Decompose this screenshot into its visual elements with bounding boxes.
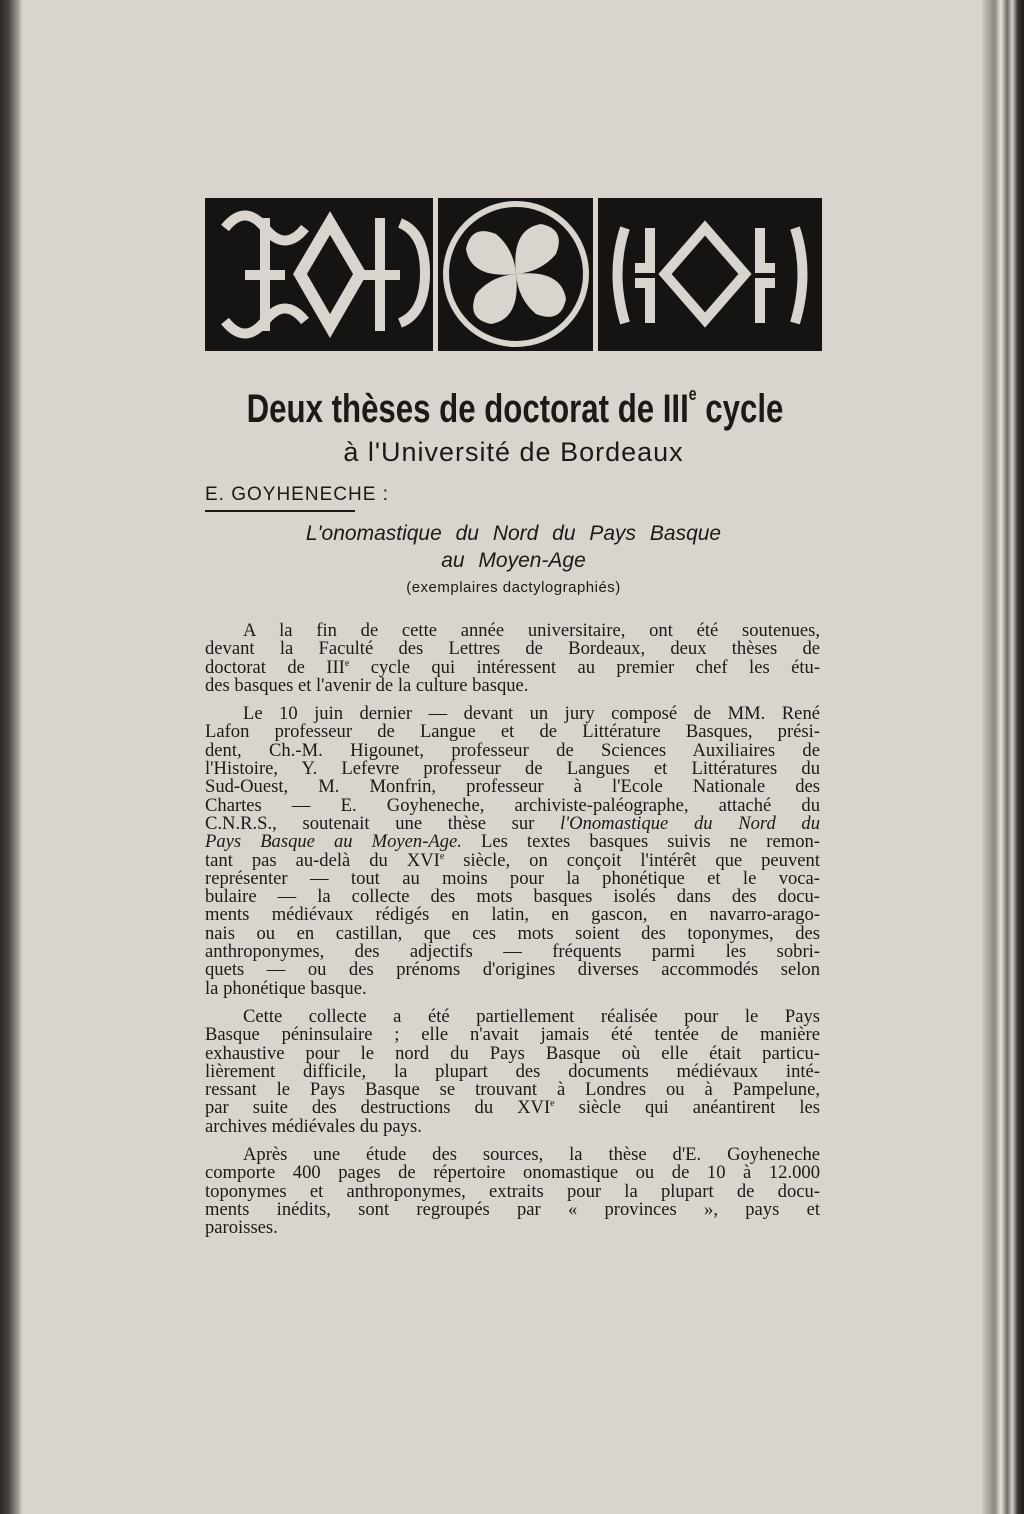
text-segment: anthroponymes, des adjectifs — fréquents parmi les sobri- xyxy=(205,941,820,963)
text-segment: Cette collecte a été partiellement réalisée pour le Pays xyxy=(243,1005,820,1027)
title-superscript: e xyxy=(688,384,697,404)
paragraph xyxy=(205,1146,820,1237)
thesis-title-line-1: L'onomastique du Nord du Pays Basque xyxy=(305,522,722,545)
text-segment: représenter — tout au moins pour la phonétique et le voca- xyxy=(205,867,820,889)
text-line xyxy=(205,977,820,999)
text-segment: tant pas au-delà du XVI xyxy=(205,849,440,871)
text-segment: ments inédits, sont regroupés par « provinces », pays et xyxy=(205,1198,820,1220)
text-segment: siècle, on conçoit l'intérêt que peuvent xyxy=(444,849,820,871)
book-gutter-shadow xyxy=(0,0,22,1514)
text-segment: cycle qui intéressent au premier chef les étu- xyxy=(349,656,821,678)
text-segment: exhaustive pour le nord du Pays Basque où elle était particu- xyxy=(205,1042,820,1064)
text-line xyxy=(205,1115,820,1137)
basque-ornament-banner xyxy=(205,198,822,351)
text-segment: lièrement difficile, la plupart des documents médiévaux inté- xyxy=(205,1060,820,1082)
text-segment: Le 10 juin dernier — devant un jury composé de MM. René xyxy=(243,703,820,725)
text-line xyxy=(205,1198,820,1220)
text-segment: Les textes basques suivis ne remon- xyxy=(461,831,820,853)
text-segment: siècle qui anéantirent les xyxy=(554,1097,820,1119)
text-segment: toponymes et anthroponymes, extraits pour la plupart de docu- xyxy=(205,1180,820,1202)
author-name: E. GOYHENECHE : xyxy=(205,484,355,512)
paragraph xyxy=(205,1005,820,1137)
text-segment: par suite des destructions du XVI xyxy=(205,1097,551,1119)
paragraph xyxy=(205,705,820,998)
article-title xyxy=(230,384,799,432)
text-segment: ments médiévaux rédigés en latin, en gascon, en navarro-arago- xyxy=(205,904,820,926)
text-segment: des basques et l'avenir de la culture basque. xyxy=(205,674,529,696)
text-segment: doctorat de III xyxy=(205,656,345,678)
superscript: e xyxy=(344,657,350,669)
text-line xyxy=(205,1219,820,1237)
paragraph xyxy=(205,622,820,695)
title-text-end: cycle xyxy=(696,387,784,431)
text-segment: paroisses. xyxy=(205,1217,278,1239)
text-segment: quets — ou des prénoms d'origines diverses accommodés selon xyxy=(205,959,820,981)
text-segment: l'Histoire, Y. Lefevre professeur de Langues et Littératures du xyxy=(205,758,820,780)
text-segment: ressant le Pays Basque se trouvant à Londres ou à Pampelune, xyxy=(205,1079,820,1101)
text-line xyxy=(205,674,820,696)
text-segment: la phonétique basque. xyxy=(205,977,367,999)
text-segment: Après une étude des sources, la thèse d'E. Goyheneche xyxy=(243,1144,820,1166)
thesis-note: (exemplaires dactylographiés) xyxy=(406,579,621,596)
italic-text: l'Onomastique du Nord du xyxy=(560,812,820,834)
text-segment: dent, Ch.-M. Higounet, professeur de Sciences Auxiliaires de xyxy=(205,739,820,761)
article-body xyxy=(205,622,820,1248)
title-text: Deux thèses de doctorat de III xyxy=(246,387,689,431)
text-segment: archives médiévales du pays. xyxy=(205,1115,422,1137)
text-segment: C.N.R.S., soutenait une thèse sur xyxy=(205,812,560,834)
thesis-title-line-2: au Moyen-Age xyxy=(441,549,586,572)
superscript: e xyxy=(439,850,445,862)
superscript: e xyxy=(550,1098,555,1110)
text-segment: devant la Faculté des Lettres de Bordeaux, deux thèses de xyxy=(205,638,820,660)
text-segment: Chartes — E. Goyheneche, archiviste-paléographe, attaché du xyxy=(205,794,820,816)
text-segment: bulaire — la collecte des mots basques isolés dans des docu- xyxy=(205,886,820,908)
text-segment: nais ou en castillan, que ces mots soient des toponymes, des xyxy=(205,922,820,944)
article-subtitle: à l'Université de Bordeaux xyxy=(343,437,684,467)
text-segment: comporte 400 pages de répertoire onomastique ou de 10 à 12.000 xyxy=(205,1162,820,1184)
italic-text: Pays Basque au Moyen-Age. xyxy=(205,831,462,853)
page-edges xyxy=(982,0,1024,1514)
text-segment: Sud-Ouest, M. Monfrin, professeur à l'Ecole Nationale des xyxy=(205,776,820,798)
text-segment: Lafon professeur de Langue et de Littérature Basques, prési- xyxy=(205,721,820,743)
text-segment: Basque péninsulaire ; elle n'avait jamais été tentée de manière xyxy=(205,1024,820,1046)
text-segment: A la fin de cette année universitaire, ont été soutenues, xyxy=(243,620,820,641)
